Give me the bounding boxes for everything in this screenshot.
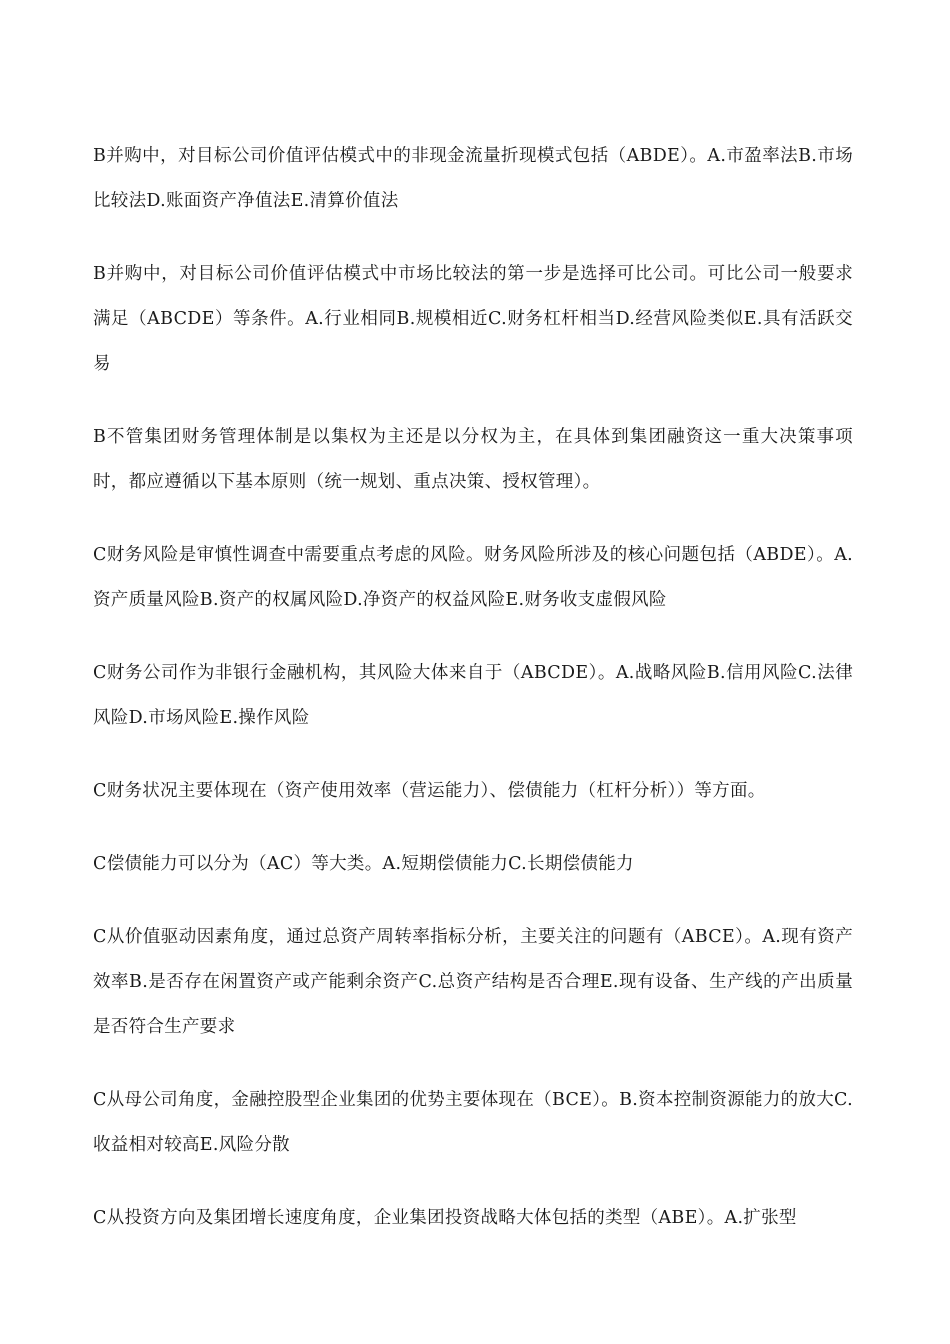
paragraph-market-comparison-method: B并购中，对目标公司价值评估模式中市场比较法的第一步是选择可比公司。可比公司一般要求满足（ABCDE）等条件。A.行业相同B.规模相近C.财务杠杆相当D.经营风险类似E.具有活跃交易 xyxy=(93,264,853,374)
paragraph-solvency-categories: C偿债能力可以分为（AC）等大类。A.短期偿债能力C.长期偿债能力 xyxy=(93,854,634,874)
paragraph-finance-company-risks: C财务公司作为非银行金融机构，其风险大体来自于（ABCDE）。A.战略风险B.信用风险C.法律风险D.市场风险E.操作风险 xyxy=(93,663,853,728)
paragraph-investment-strategy-types: C从投资方向及集团增长速度角度，企业集团投资战略大体包括的类型（ABE）。A.扩张型 xyxy=(93,1208,797,1228)
paragraph-financial-risk-due-diligence: C财务风险是审慎性调查中需要重点考虑的风险。财务风险所涉及的核心问题包括（ABDE）。A.资产质量风险B.资产的权属风险D.净资产的权益风险E.财务收支虚假风险 xyxy=(93,545,853,610)
paragraph-financial-holding-advantages: C从母公司角度，金融控股型企业集团的优势主要体现在（BCE）。B.资本控制资源能力的放大C.收益相对较高E.风险分散 xyxy=(93,1090,853,1155)
paragraph-merger-non-dcf-valuation: B并购中，对目标公司价值评估模式中的非现金流量折现模式包括（ABDE）。A.市盈率法B.市场比较法D.账面资产净值法E.清算价值法 xyxy=(93,146,853,211)
paragraph-asset-turnover-analysis: C从价值驱动因素角度，通过总资产周转率指标分析，主要关注的问题有（ABCE）。A.现有资产效率B.是否存在闲置资产或产能剩余资产C.总资产结构是否合理E.现有设备、生产线的产出质量是否符合生产要求 xyxy=(93,927,853,1037)
paragraph-group-financing-principles: B不管集团财务管理体制是以集权为主还是以分权为主，在具体到集团融资这一重大决策事项时，都应遵循以下基本原则（统一规划、重点决策、授权管理）。 xyxy=(93,427,853,492)
paragraph-financial-condition: C财务状况主要体现在（资产使用效率（营运能力）、偿债能力（杠杆分析））等方面。 xyxy=(93,781,766,801)
document-body xyxy=(93,134,853,1269)
